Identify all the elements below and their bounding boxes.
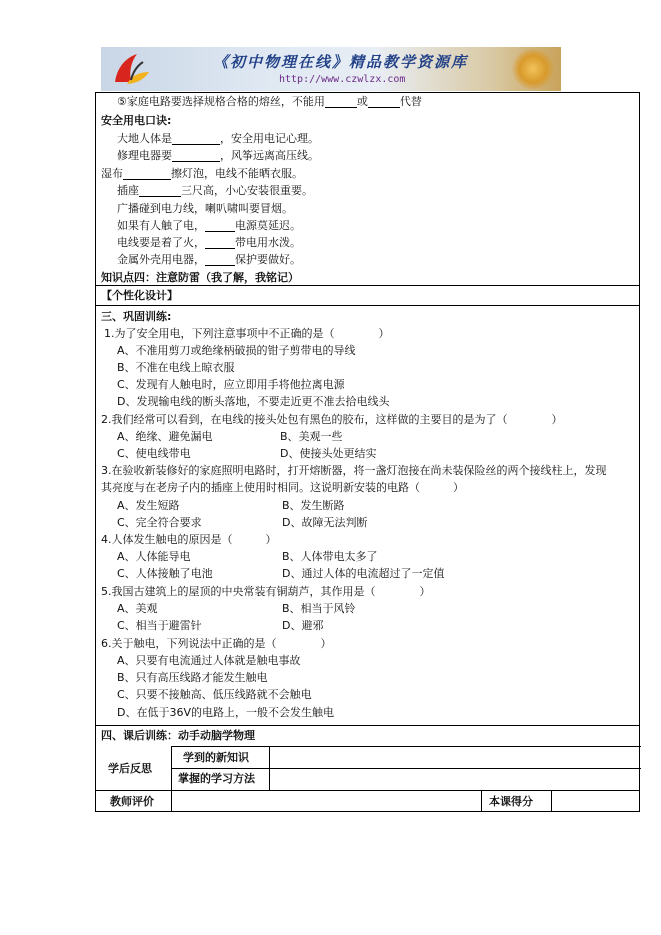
safety-line-text: 湿布 xyxy=(101,167,123,180)
reflection-label: 学后反思 xyxy=(108,762,152,775)
q6-stem: 6.关于触电，下列说法中正确的是（ ） xyxy=(101,637,332,650)
banner-title: 《初中物理在线》精品教学资源库 xyxy=(213,53,469,71)
row-divider xyxy=(96,725,639,726)
q5-stem: 5.我国古建筑上的屋顶的中央常装有铜葫芦，其作用是（ ） xyxy=(101,585,431,598)
safety-line-3 xyxy=(101,167,303,180)
row-divider xyxy=(96,305,639,306)
q6-option-b: B、只有高压线路才能发生触电 xyxy=(117,671,268,684)
q4-option-c: C、人体接触了电池 xyxy=(117,567,213,580)
row-divider xyxy=(96,790,639,791)
safety-line-text: 如果有人触了电， xyxy=(117,219,205,232)
q3-stem-2: 其亮度与在老房子内的插座上使用时相同。这说明新安装的电路（ ） xyxy=(101,481,464,494)
q6-option-d: D、在低于36V的电路上，一般不会发生触电 xyxy=(117,706,334,719)
q2-option-b: B、美观一些 xyxy=(280,430,343,443)
safety-line-text: 电线要是着了火， xyxy=(117,236,205,249)
col-divider xyxy=(171,746,172,811)
fuse-text-mid: 或 xyxy=(356,95,368,108)
safety-line-text: 广播碰到电力线，喇叭啸叫要冒烟。 xyxy=(117,202,293,215)
col-divider xyxy=(551,790,552,811)
q3-option-a: A、发生短路 xyxy=(117,499,180,512)
q2-option-c: C、使电线带电 xyxy=(117,447,191,460)
q5-option-a: A、美观 xyxy=(117,602,158,615)
q5-option-d: D、避邪 xyxy=(282,619,324,632)
safety-line-8 xyxy=(117,253,301,266)
q6-option-c: C、只要不接触高、低压线路就不会触电 xyxy=(117,688,312,701)
q3-option-c: C、完全符合要求 xyxy=(117,516,202,529)
safety-line-1 xyxy=(117,132,319,145)
learning-method-label: 掌握的学习方法 xyxy=(178,772,255,785)
safety-line-text: 电源莫延迟。 xyxy=(235,219,301,232)
safety-line-text: ，风筝远离高压线。 xyxy=(220,149,319,162)
q4-option-b: B、人体带电太多了 xyxy=(282,550,378,563)
fuse-text-pre: ⑤家庭电路要选择规格合格的熔丝，不能用 xyxy=(117,95,325,108)
q2-option-d: D、使接头处更结实 xyxy=(280,447,377,460)
q4-stem: 4.人体发生触电的原因是（ ） xyxy=(101,533,277,546)
q4-option-d: D、通过人体的电流超过了一定值 xyxy=(282,567,445,580)
q4-option-a: A、人体能导电 xyxy=(117,550,191,563)
safety-line-text: 插座 xyxy=(117,184,139,197)
q3-stem-1: 3.在验收新装修好的家庭照明电路时，打开熔断器，将一盏灯泡接在尚未装保险丝的两个接线柱上，发现 xyxy=(101,464,607,477)
q5-option-c: C、相当于避雷针 xyxy=(117,619,202,632)
exercise-heading: 三、巩固训练: xyxy=(101,310,172,323)
safety-line-2 xyxy=(117,149,319,162)
new-knowledge-label: 学到的新知识 xyxy=(183,751,249,764)
safety-line-text: 保护要做好。 xyxy=(235,253,301,266)
personal-design-label: 【个性化设计】 xyxy=(101,289,178,302)
row-divider xyxy=(171,768,641,769)
safety-line-4 xyxy=(117,184,313,197)
q1-option-b: B、不准在电线上晾衣服 xyxy=(117,361,235,374)
q1-stem: 1.为了安全用电，下列注意事项中不正确的是（ ） xyxy=(104,327,390,340)
row-divider xyxy=(171,746,641,747)
q1-option-d: D、发现输电线的断头落地，不要走近更不准去拾电线头 xyxy=(117,395,390,408)
q6-option-a: A、只要有电流通过人体就是触电事故 xyxy=(117,654,301,667)
logo-icon xyxy=(109,50,153,88)
col-divider xyxy=(269,746,270,790)
after-class-heading: 四、课后训练：动手动脑学物理 xyxy=(101,729,255,742)
teacher-evaluation-label: 教师评价 xyxy=(110,795,154,808)
row-divider xyxy=(96,285,639,286)
q1-option-a: A、不准用剪刀或绝缘柄破损的钳子剪带电的导线 xyxy=(117,344,356,357)
fuse-line xyxy=(117,95,422,108)
safety-line-6 xyxy=(117,219,301,232)
score-label: 本课得分 xyxy=(489,795,533,808)
safety-heading: 安全用电口诀: xyxy=(101,114,172,127)
safety-line-text: 三尺高，小心安装很重要。 xyxy=(181,184,313,197)
col-divider xyxy=(481,790,482,811)
sunflower-decoration xyxy=(511,49,555,89)
safety-line-text: 金属外壳用电器， xyxy=(117,253,205,266)
safety-line-text: 擦灯泡，电线不能晒衣服。 xyxy=(171,167,303,180)
knowledge-point-4: 知识点四：注意防雷（我了解，我铭记） xyxy=(101,271,299,284)
q2-stem: 2.我们经常可以看到，在电线的接头处包有黑色的胶布，这样做的主要目的是为了（ ） xyxy=(101,413,563,426)
safety-line-text: 大地人体是 xyxy=(117,132,172,145)
q1-option-c: C、发现有人触电时，应立即用手将他拉离电源 xyxy=(117,378,345,391)
q2-option-a: A、绝缘、避免漏电 xyxy=(117,430,213,443)
header-banner xyxy=(101,47,561,91)
safety-line-text: 带电用水泼。 xyxy=(235,236,301,249)
q3-option-b: B、发生断路 xyxy=(282,499,345,512)
safety-line-text: ，安全用电记心理。 xyxy=(220,132,319,145)
safety-line-5 xyxy=(117,202,293,215)
banner-url: http://www.czwlzx.com xyxy=(279,74,406,85)
safety-line-text: 修理电器要 xyxy=(117,149,172,162)
safety-line-7 xyxy=(117,236,301,249)
q5-option-b: B、相当于风铃 xyxy=(282,602,356,615)
fuse-text-post: 代替 xyxy=(399,95,422,108)
q3-option-d: D、故障无法判断 xyxy=(282,516,368,529)
